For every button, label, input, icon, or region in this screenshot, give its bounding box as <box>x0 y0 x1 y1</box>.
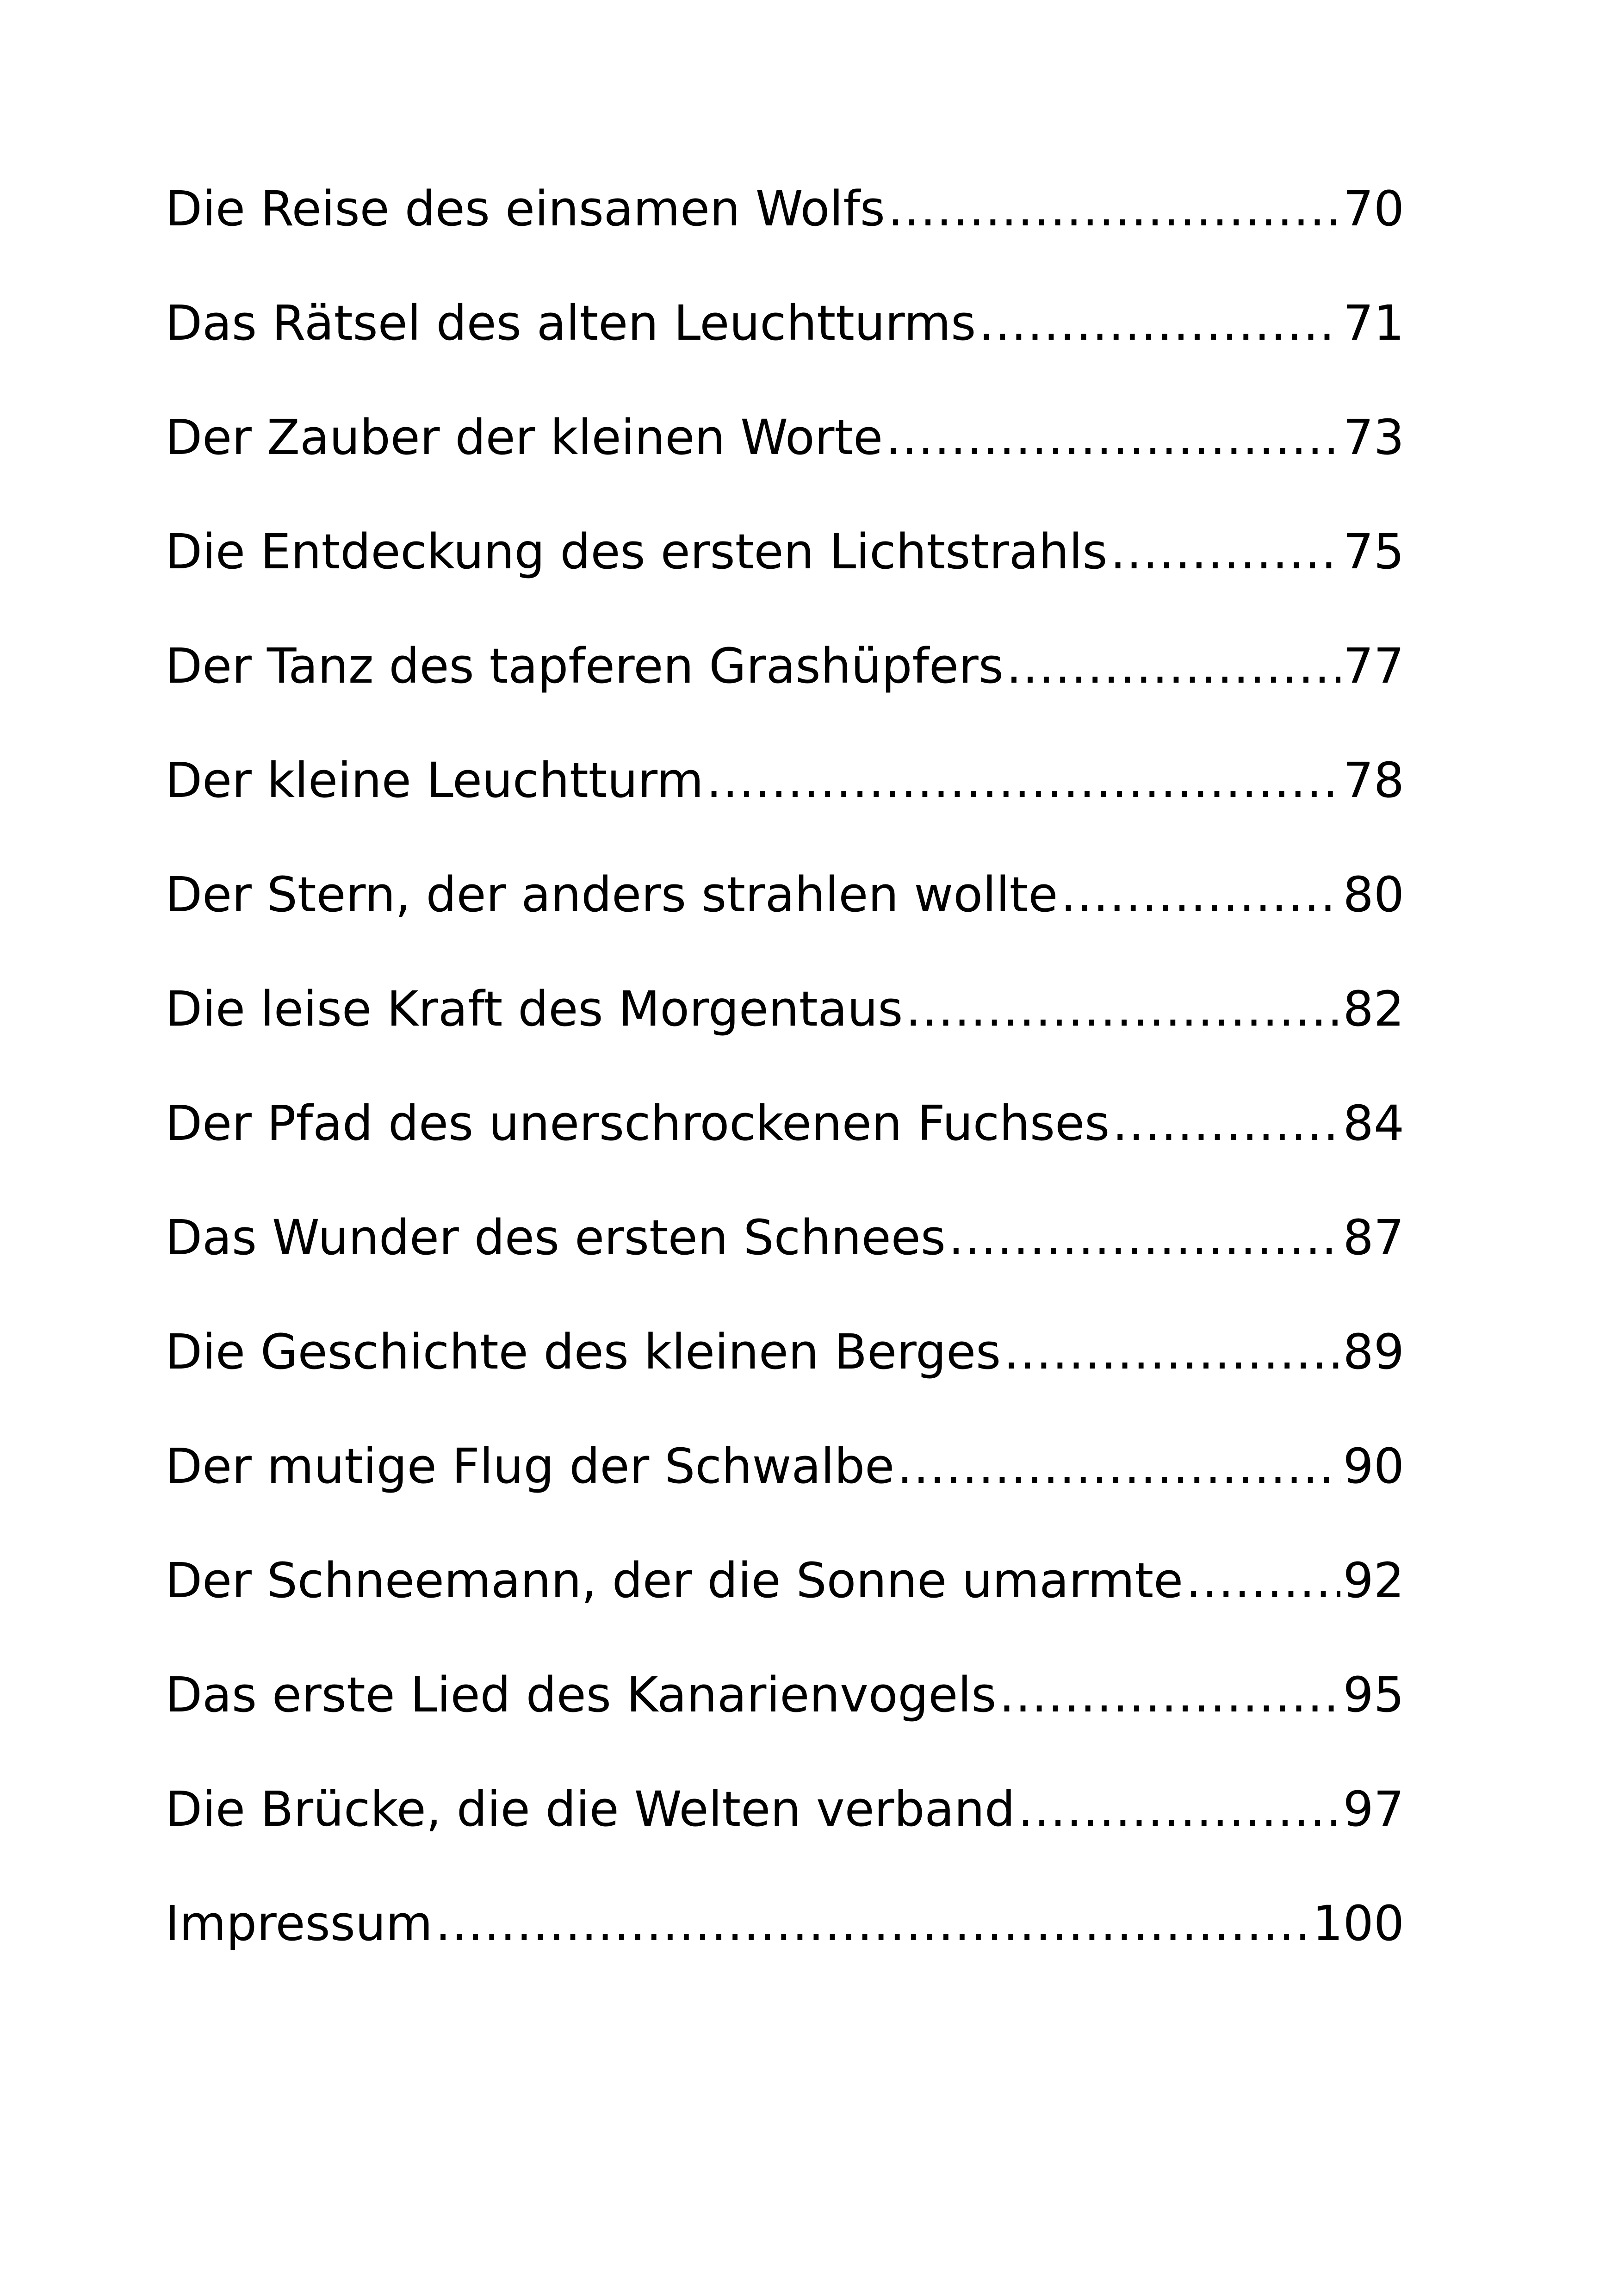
toc-entry-page: 84 <box>1343 1095 1404 1151</box>
toc-entry[interactable] <box>165 495 1404 609</box>
toc-entry-title: Das Rätsel des alten Leuchtturms <box>165 295 976 351</box>
toc-dot-leader <box>999 1638 1340 1752</box>
toc-entry-title: Der Stern, der anders strahlen wollte <box>165 866 1058 923</box>
toc-entry-page: 78 <box>1343 752 1404 809</box>
toc-entry[interactable] <box>165 1066 1404 1181</box>
toc-entry[interactable] <box>165 1752 1404 1867</box>
toc-dot-leader <box>435 1867 1309 1981</box>
toc-entry-title: Das erste Lied des Kanarienvogels <box>165 1667 997 1723</box>
toc-dot-leader <box>897 1409 1340 1524</box>
toc-entry[interactable] <box>165 380 1404 495</box>
toc-entry[interactable] <box>165 952 1404 1066</box>
toc-entry[interactable] <box>165 723 1404 838</box>
toc-dot-leader <box>948 1181 1340 1295</box>
toc-entry-page: 90 <box>1343 1438 1404 1494</box>
toc-entry-title: Der Pfad des unerschrockenen Fuchses <box>165 1095 1110 1151</box>
toc-entry-page: 97 <box>1343 1781 1404 1837</box>
toc-entry-title: Der mutige Flug der Schwalbe <box>165 1438 895 1494</box>
toc-entry-title: Die Entdeckung des ersten Lichtstrahls <box>165 523 1108 580</box>
toc-entry-page: 92 <box>1343 1552 1404 1609</box>
toc-entry[interactable] <box>165 1638 1404 1752</box>
toc-entry-page: 89 <box>1343 1324 1404 1380</box>
toc-entry-title: Der kleine Leuchtturm <box>165 752 704 809</box>
toc-entry-title: Impressum <box>165 1895 433 1952</box>
toc-dot-leader <box>1110 495 1340 609</box>
toc-entry-title: Die Brücke, die die Welten verband <box>165 1781 1016 1837</box>
toc-entry[interactable] <box>165 1867 1404 1981</box>
toc-entry-page: 70 <box>1343 180 1404 237</box>
toc-entry[interactable] <box>165 266 1404 380</box>
toc-entry[interactable] <box>165 609 1404 723</box>
toc-entry-page: 87 <box>1343 1209 1404 1266</box>
table-of-contents <box>165 152 1404 1981</box>
toc-entry-page: 100 <box>1312 1895 1404 1952</box>
toc-entry-title: Der Schneemann, der die Sonne umarmte <box>165 1552 1184 1609</box>
toc-entry[interactable] <box>165 1409 1404 1524</box>
toc-entry-title: Die leise Kraft des Morgentaus <box>165 981 903 1037</box>
toc-entry-title: Die Reise des einsamen Wolfs <box>165 180 885 237</box>
toc-entry-page: 75 <box>1343 523 1404 580</box>
toc-entry[interactable] <box>165 152 1404 266</box>
toc-dot-leader <box>1006 609 1340 723</box>
toc-dot-leader <box>707 723 1340 838</box>
toc-entry-page: 71 <box>1343 295 1404 351</box>
toc-dot-leader <box>1112 1066 1340 1181</box>
toc-entry-title: Die Geschichte des kleinen Berges <box>165 1324 1001 1380</box>
toc-entry[interactable] <box>165 1524 1404 1638</box>
toc-entry-title: Das Wunder des ersten Schnees <box>165 1209 946 1266</box>
toc-dot-leader <box>1186 1524 1340 1638</box>
toc-dot-leader <box>886 380 1340 495</box>
toc-entry-title: Der Zauber der kleinen Worte <box>165 409 883 466</box>
toc-entry-page: 73 <box>1343 409 1404 466</box>
toc-dot-leader <box>1061 838 1340 952</box>
toc-entry[interactable] <box>165 838 1404 952</box>
toc-dot-leader <box>888 152 1340 266</box>
toc-entry[interactable] <box>165 1295 1404 1409</box>
toc-dot-leader <box>979 266 1340 380</box>
toc-dot-leader <box>1004 1295 1340 1409</box>
toc-entry-page: 77 <box>1343 638 1404 694</box>
toc-entry-page: 95 <box>1343 1667 1404 1723</box>
toc-entry-page: 80 <box>1343 866 1404 923</box>
toc-entry-title: Der Tanz des tapferen Grashüpfers <box>165 638 1004 694</box>
toc-entry[interactable] <box>165 1181 1404 1295</box>
toc-entry-page: 82 <box>1343 981 1404 1037</box>
toc-dot-leader <box>905 952 1340 1066</box>
toc-dot-leader <box>1018 1752 1340 1867</box>
